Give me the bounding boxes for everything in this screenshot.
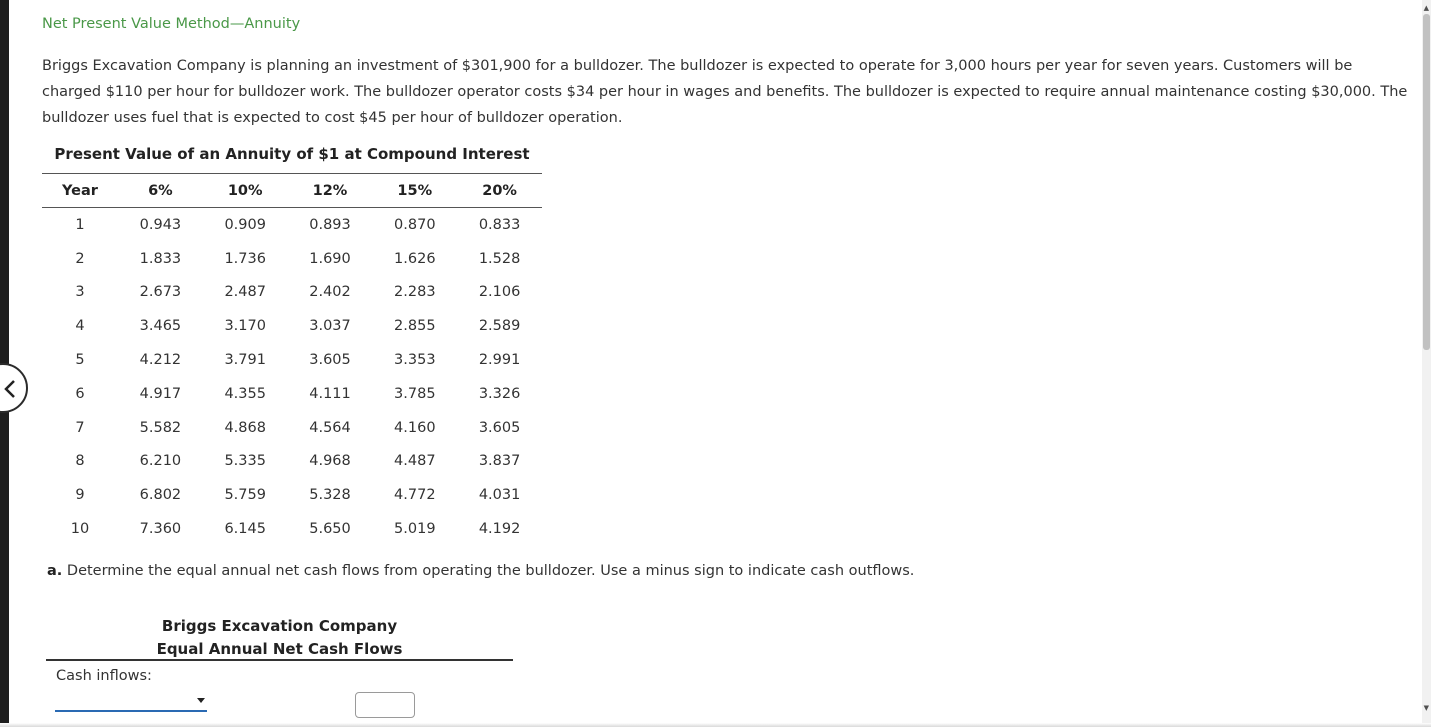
table-cell: 3.605 — [478, 419, 521, 436]
bottom-edge-shadow — [0, 723, 1431, 727]
cash-inflows-amount-input[interactable] — [355, 692, 415, 718]
table-cell: 4.212 — [139, 352, 182, 369]
table-cell: 1.626 — [394, 250, 436, 267]
table-cell: 1 — [75, 216, 85, 233]
table-cell: 5.328 — [309, 487, 351, 504]
cash-inflows-dropdown[interactable] — [55, 694, 207, 712]
table-cell: 0.833 — [478, 216, 521, 233]
table-cell: 2.589 — [478, 318, 521, 335]
table-cell: 0.893 — [309, 216, 351, 233]
table-cell: 3.837 — [478, 453, 521, 470]
table-cell: 3.326 — [478, 385, 521, 402]
col-header-6pct: 6% — [118, 174, 203, 208]
question-a — [47, 563, 914, 579]
table-row — [42, 276, 542, 310]
table-cell: 4 — [75, 318, 85, 335]
table-cell: 5 — [75, 352, 85, 369]
table-cell: 2.991 — [478, 352, 521, 369]
table-cell: 1.690 — [309, 250, 351, 267]
table-row — [42, 242, 542, 276]
cash-inflows-label: Cash inflows: — [56, 668, 152, 684]
table-cell: 2.487 — [224, 284, 266, 301]
table-cell: 7.360 — [139, 521, 182, 538]
table-row — [42, 208, 542, 242]
table-cell: 5.335 — [224, 453, 266, 470]
table-cell: 0.870 — [394, 216, 436, 233]
divider — [46, 659, 513, 661]
table-row — [42, 478, 542, 512]
table-cell: 1.528 — [478, 250, 521, 267]
table-cell: 4.772 — [394, 487, 436, 504]
table-cell: 8 — [75, 453, 85, 470]
table-cell: 3.605 — [309, 352, 351, 369]
table-cell: 10 — [70, 521, 90, 538]
table-body — [42, 208, 542, 546]
table-cell: 6.802 — [139, 487, 182, 504]
table-cell: 0.943 — [139, 216, 182, 233]
scrollbar-thumb[interactable] — [1423, 14, 1430, 350]
table-cell: 1.736 — [224, 250, 266, 267]
table-cell: 6 — [75, 385, 85, 402]
table-cell: 5.759 — [224, 487, 266, 504]
table-cell: 3.353 — [394, 352, 436, 369]
vertical-scrollbar[interactable] — [1422, 0, 1431, 727]
table-cell: 3.791 — [224, 352, 266, 369]
table-cell: 6.210 — [139, 453, 182, 470]
table-cell: 2.402 — [309, 284, 351, 301]
table-cell: 3.785 — [394, 385, 436, 402]
col-header-12pct: 12% — [288, 174, 373, 208]
table-cell: 5.582 — [139, 419, 182, 436]
table-cell: 2.106 — [478, 284, 521, 301]
chevron-left-icon — [4, 379, 16, 399]
question-text: Determine the equal annual net cash flows from operating the bulldozer. Use a minus sign to indicate cash outflows. — [62, 563, 915, 579]
table-cell: 0.909 — [224, 216, 266, 233]
company-name: Briggs Excavation Company — [161, 617, 398, 635]
scroll-up-arrow-icon[interactable]: ▲ — [1423, 4, 1429, 12]
table-cell: 1.833 — [139, 250, 182, 267]
table-row — [42, 343, 542, 377]
table-cell: 4.917 — [139, 385, 182, 402]
table-row — [42, 512, 542, 546]
table-cell: 4.868 — [224, 419, 266, 436]
table-cell: 4.111 — [309, 385, 351, 402]
table-cell: 2.855 — [394, 318, 436, 335]
question-prefix: a. — [47, 563, 63, 579]
col-header-20pct: 20% — [457, 174, 542, 208]
table-cell: 4.564 — [309, 419, 351, 436]
table-cell: 6.145 — [224, 521, 266, 538]
table-cell: 2.283 — [394, 284, 436, 301]
pv-annuity-table — [42, 173, 542, 546]
table-row — [42, 309, 542, 343]
table-cell: 4.355 — [224, 385, 266, 402]
table-header-row — [42, 174, 542, 208]
table-cell: 4.968 — [309, 453, 351, 470]
scroll-down-arrow-icon[interactable]: ▼ — [1423, 704, 1429, 712]
table-cell: 3.465 — [139, 318, 182, 335]
col-header-10pct: 10% — [203, 174, 288, 208]
table-cell: 2.673 — [139, 284, 182, 301]
table-cell: 5.650 — [309, 521, 351, 538]
col-header-year: Year — [42, 174, 118, 208]
table-cell: 4.160 — [394, 419, 436, 436]
table-cell: 7 — [75, 419, 85, 436]
table-cell: 2 — [75, 250, 85, 267]
table-cell: 4.487 — [394, 453, 436, 470]
table-row — [42, 445, 542, 479]
table-cell: 3.170 — [224, 318, 266, 335]
table-cell: 3 — [75, 284, 85, 301]
table-cell: 5.019 — [394, 521, 436, 538]
answer-heading: Equal Annual Net Cash Flows — [156, 640, 403, 658]
problem-statement: Briggs Excavation Company is planning an investment of $301,900 for a bulldozer. The bulldozer is expected to operate for 3,000 hours per year for seven years. Customers will be charged $110 per hour for bulldozer work. The bulldozer operator costs $34 per hour in wages and benefits. The bulldozer is expected to require annual maintenance costing $30,000. The bulldozer uses fuel that is expected to cost $45 per hour of bulldozer operation. — [42, 58, 1408, 126]
table-cell: 9 — [75, 487, 85, 504]
answer-table-title — [46, 615, 513, 661]
back-button[interactable] — [0, 363, 28, 413]
col-header-15pct: 15% — [372, 174, 457, 208]
table-cell: 4.031 — [478, 487, 521, 504]
pv-table-title: Present Value of an Annuity of $1 at Compound Interest — [54, 145, 530, 163]
table-row — [42, 377, 542, 411]
table-cell: 4.192 — [478, 521, 521, 538]
dropdown-arrow-icon — [197, 698, 205, 703]
table-cell: 3.037 — [309, 318, 351, 335]
page-title: Net Present Value Method—Annuity — [42, 16, 301, 32]
table-row — [42, 411, 542, 445]
